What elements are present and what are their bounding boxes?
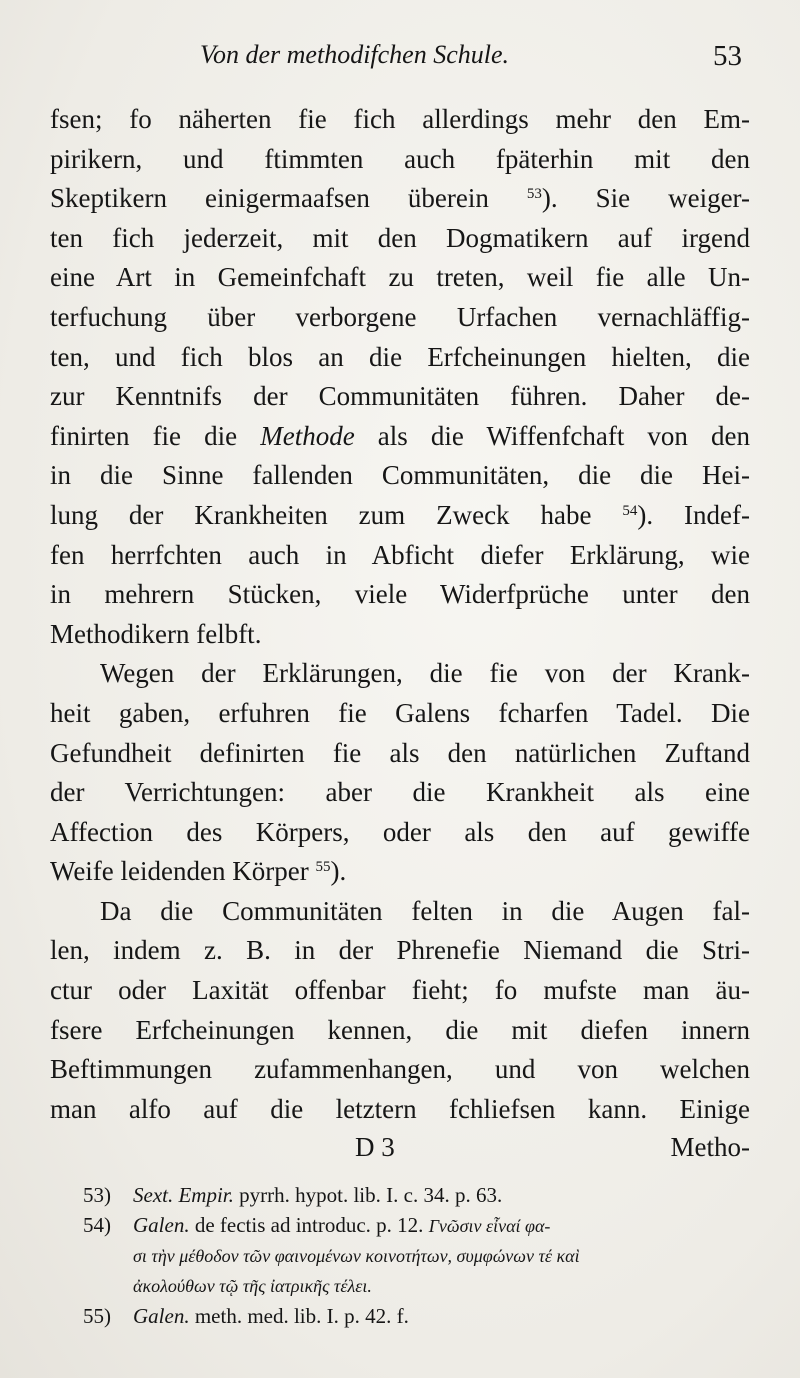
text-line	[50, 1090, 750, 1130]
paragraph	[50, 100, 750, 654]
line-text: man alfo auf die letztern fchliefsen kann. Einige	[50, 1093, 750, 1124]
text-line	[50, 971, 750, 1011]
footnote-ref: 53	[526, 186, 542, 203]
page-header	[200, 40, 742, 80]
line-text: Wegen der Erklärungen, die fie von der Krank-	[100, 658, 750, 689]
line-text: finirten fie die	[50, 420, 261, 451]
line-text: ). Indef-	[637, 499, 750, 530]
text-line	[50, 931, 750, 971]
emphasis-text: Methode	[260, 420, 355, 451]
text-line	[50, 892, 750, 932]
running-title: Von der methodifchen Schule.	[200, 40, 510, 69]
footnote-greek: Γνῶσιν εἶναί φα-	[428, 1216, 551, 1236]
footnote-number: 54)	[83, 1213, 111, 1237]
line-text: ctur oder Laxität offenbar fieht; fo mufste man äu-	[50, 975, 750, 1006]
text-line	[50, 298, 750, 338]
footnote	[83, 1210, 755, 1241]
line-text: in mehrern Stücken, viele Widerfprüche unter den	[50, 579, 750, 610]
text-line	[50, 179, 750, 219]
footnote-author: Galen.	[133, 1213, 190, 1237]
line-text: Weife leidenden Körper	[50, 856, 316, 887]
text-line	[50, 575, 750, 615]
line-text: eine Art in Gemeinfchaft zu treten, weil fie alle Un-	[50, 262, 750, 293]
footnote-number: 53)	[83, 1183, 111, 1207]
footnote-ref: 55	[315, 859, 331, 876]
text-line	[50, 140, 750, 180]
text-line	[50, 1050, 750, 1090]
footnote-text: meth. med. lib. I. p. 42. f.	[189, 1304, 409, 1328]
catchword: Metho-	[670, 1132, 750, 1162]
text-line	[50, 773, 750, 813]
line-text: lung der Krankheiten zum Zweck habe	[50, 499, 623, 530]
line-text: fen herrfchten auch in Abficht diefer Erklärung, wie	[50, 539, 750, 570]
text-line	[50, 219, 750, 259]
line-text: heit gaben, erfuhren fie Galens fcharfen Tadel. Die	[50, 697, 750, 728]
footnote-continuation: σι τὴν μέθοδον τῶν φαινομένων κοινοτήτων, συμφώνων τέ καὶ	[133, 1246, 580, 1266]
text-line	[50, 417, 750, 457]
footnote-ref: 54	[622, 502, 638, 519]
line-text: fsere Erfcheinungen kennen, die mit diefen innern	[50, 1014, 750, 1045]
line-text: Affection des Körpers, oder als den auf gewiffe	[50, 816, 750, 847]
text-line	[50, 852, 750, 892]
line-text: pirikern, und ftimmten auch fpäterhin mit den	[50, 143, 750, 174]
text-line	[50, 694, 750, 734]
footnote-text: de fectis ad introduc. p. 12.	[189, 1213, 429, 1237]
text-line	[50, 338, 750, 378]
text-line	[50, 615, 750, 655]
line-text: der Verrichtungen: aber die Krankheit als eine	[50, 777, 750, 808]
paragraph	[50, 654, 750, 892]
text-line	[50, 496, 750, 536]
line-text: ). Sie weiger-	[541, 183, 750, 214]
line-text: ten fich jederzeit, mit den Dogmatikern auf irgend	[50, 222, 750, 253]
line-text: Skeptikern einigermaafsen überein	[50, 183, 527, 214]
footnotes	[83, 1180, 755, 1331]
footnote-continuation: ἀκολούθων τῷ τῆς ἰατρικῆς τέλει.	[133, 1276, 372, 1296]
line-text: ten, und fich blos an die Erfcheinungen hielten, die	[50, 341, 750, 372]
text-line	[50, 1011, 750, 1051]
line-text: in die Sinne fallenden Communitäten, die die Hei-	[50, 460, 750, 491]
footnote-author: Galen.	[133, 1304, 190, 1328]
line-text: terfuchung über verborgene Urfachen vernachläffig-	[50, 301, 750, 332]
line-text: Methodikern felbft.	[50, 618, 262, 649]
text-line	[50, 813, 750, 853]
footnote-number: 55)	[83, 1304, 111, 1328]
line-text: Beftimmungen zufammenhangen, und von welchen	[50, 1054, 750, 1085]
text-line	[50, 734, 750, 774]
line-text: zur Kenntnifs der Communitäten führen. Daher de-	[50, 381, 750, 412]
footnote-text: pyrrh. hypot. lib. I. c. 34. p. 63.	[233, 1183, 503, 1207]
footnote	[83, 1301, 755, 1331]
line-text: Gefundheit definirten fie als den natürlichen Zuftand	[50, 737, 750, 768]
signature-mark: D 3	[355, 1132, 395, 1162]
line-text: len, indem z. B. in der Phrenefie Niemand die Stri-	[50, 935, 750, 966]
text-line	[50, 654, 750, 694]
page-number: 53	[713, 40, 742, 72]
text-line	[50, 536, 750, 576]
line-text: ).	[330, 856, 347, 887]
body-text	[50, 100, 750, 1129]
text-line	[50, 258, 750, 298]
line-text: Da die Communitäten felten in die Augen fal-	[100, 895, 750, 926]
signature-line	[50, 1132, 750, 1168]
line-text: fsen; fo näherten fie fich allerdings mehr den Em-	[50, 104, 750, 134]
text-line	[50, 377, 750, 417]
footnote-author: Sext. Empir.	[133, 1183, 234, 1207]
footnote	[83, 1180, 755, 1210]
text-line	[50, 100, 750, 140]
line-text: als die Wiffenfchaft von den	[354, 420, 750, 451]
paragraph	[50, 892, 750, 1130]
text-line	[50, 456, 750, 496]
